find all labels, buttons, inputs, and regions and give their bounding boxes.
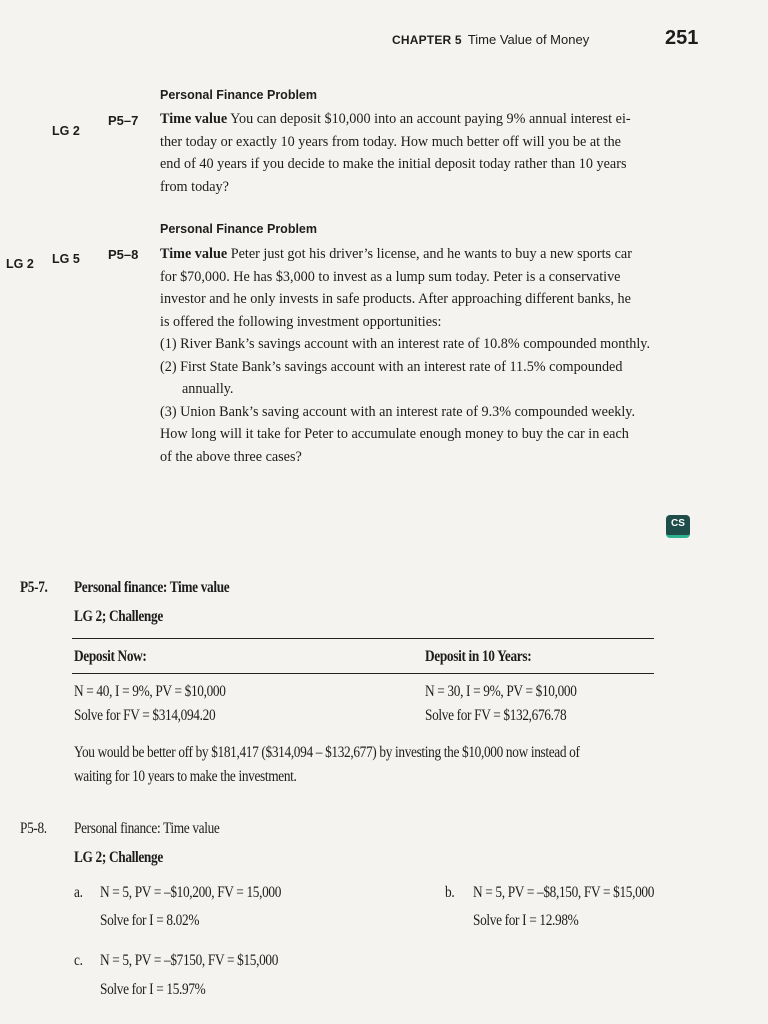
lg-tag: LG 2 bbox=[52, 124, 80, 138]
part-b-result: Solve for I = 12.98% bbox=[473, 912, 579, 929]
part-b-inputs: N = 5, PV = –$8,150, FV = $15,000 bbox=[473, 884, 655, 901]
part-c-inputs: N = 5, PV = –$7150, FV = $15,000 bbox=[100, 952, 279, 969]
chapter-title: Time Value of Money bbox=[467, 32, 590, 47]
deposit-now-result: Solve for FV = $314,094.20 bbox=[74, 707, 216, 724]
option-item: (1) River Bank’s savings account with an interest rate of 10.8% compounded monthly. bbox=[160, 336, 651, 352]
problem-text: Time value Peter just got his driver’s license, and he wants to buy a new sports car for $70,000. He has $3,000 to invest as a lump sum today. Peter is a conservative investor and he only invests in safe products. After approaching different banks, he is offered the following investment opportunities: (1) River Bank’s savings account with an interest rate of 10.8% compounded monthly. (2) First State Bank’s savings account with an interest rate of 11.5% compounded annually. (3) Union Bank’s saving account with an interest rate of 9.3% compounded weekly. How long will it take for Peter to accumulate enough money to buy the car in each of the above three cases? bbox=[160, 243, 710, 468]
part-c-result: Solve for I = 15.97% bbox=[100, 981, 206, 998]
page-number: 251 bbox=[665, 27, 699, 49]
solution-lg: LG 2; Challenge bbox=[74, 608, 163, 625]
part-label: c. bbox=[74, 952, 83, 969]
option-item: (2) First State Bank’s savings account with an interest rate of 11.5% compounded bbox=[160, 358, 623, 375]
problem-topic: Time value bbox=[160, 111, 228, 127]
problem-number: P5–8 bbox=[108, 247, 139, 262]
option-item-continued: annually. bbox=[182, 381, 234, 397]
solution-conclusion: waiting for 10 years to make the investment. bbox=[74, 768, 297, 785]
table-top-rule bbox=[72, 638, 654, 639]
part-label: b. bbox=[445, 884, 455, 901]
solution-conclusion: You would be better off by $181,417 ($314,094 – $132,677) by investing the $10,000 now instead of bbox=[74, 744, 580, 761]
solution-title: Personal finance: Time value bbox=[74, 579, 230, 596]
solution-title: Personal finance: Time value bbox=[74, 820, 220, 837]
deposit-later-inputs: N = 30, I = 9%, PV = $10,000 bbox=[425, 683, 577, 700]
problem-number: P5–7 bbox=[108, 113, 139, 128]
lg-tag: LG 2 bbox=[6, 257, 34, 271]
running-header bbox=[392, 32, 589, 47]
section-label-personal-finance: Personal Finance Problem bbox=[160, 88, 317, 102]
solution-lg: LG 2; Challenge bbox=[74, 849, 163, 866]
problem-text: Time value You can deposit $10,000 into an account paying 9% annual interest ei- ther today or exactly 10 years from today. How much better off will you be at the end of 40 years if you decide to make the initial deposit today rather than 10 years from today? bbox=[160, 111, 631, 195]
column-header-deposit-now: Deposit Now: bbox=[74, 648, 147, 665]
section-label-personal-finance: Personal Finance Problem bbox=[160, 222, 317, 236]
part-a-result: Solve for I = 8.02% bbox=[100, 912, 200, 929]
table-header-rule bbox=[72, 673, 654, 674]
solution-number: P5-7. bbox=[20, 579, 48, 596]
problem-topic: Time value bbox=[160, 246, 228, 262]
deposit-now-inputs: N = 40, I = 9%, PV = $10,000 bbox=[74, 683, 226, 700]
cs-badge-icon: CS bbox=[666, 515, 690, 538]
column-header-deposit-in-10-years: Deposit in 10 Years: bbox=[425, 648, 532, 665]
chapter-label: CHAPTER 5 bbox=[392, 33, 462, 47]
solution-number: P5-8. bbox=[20, 820, 47, 837]
part-a-inputs: N = 5, PV = –$10,200, FV = 15,000 bbox=[100, 884, 282, 901]
part-label: a. bbox=[74, 884, 83, 901]
deposit-later-result: Solve for FV = $132,676.78 bbox=[425, 707, 567, 724]
lg-tag: LG 5 bbox=[52, 252, 80, 266]
option-item: (3) Union Bank’s saving account with an interest rate of 9.3% compounded weekly. bbox=[160, 403, 636, 420]
